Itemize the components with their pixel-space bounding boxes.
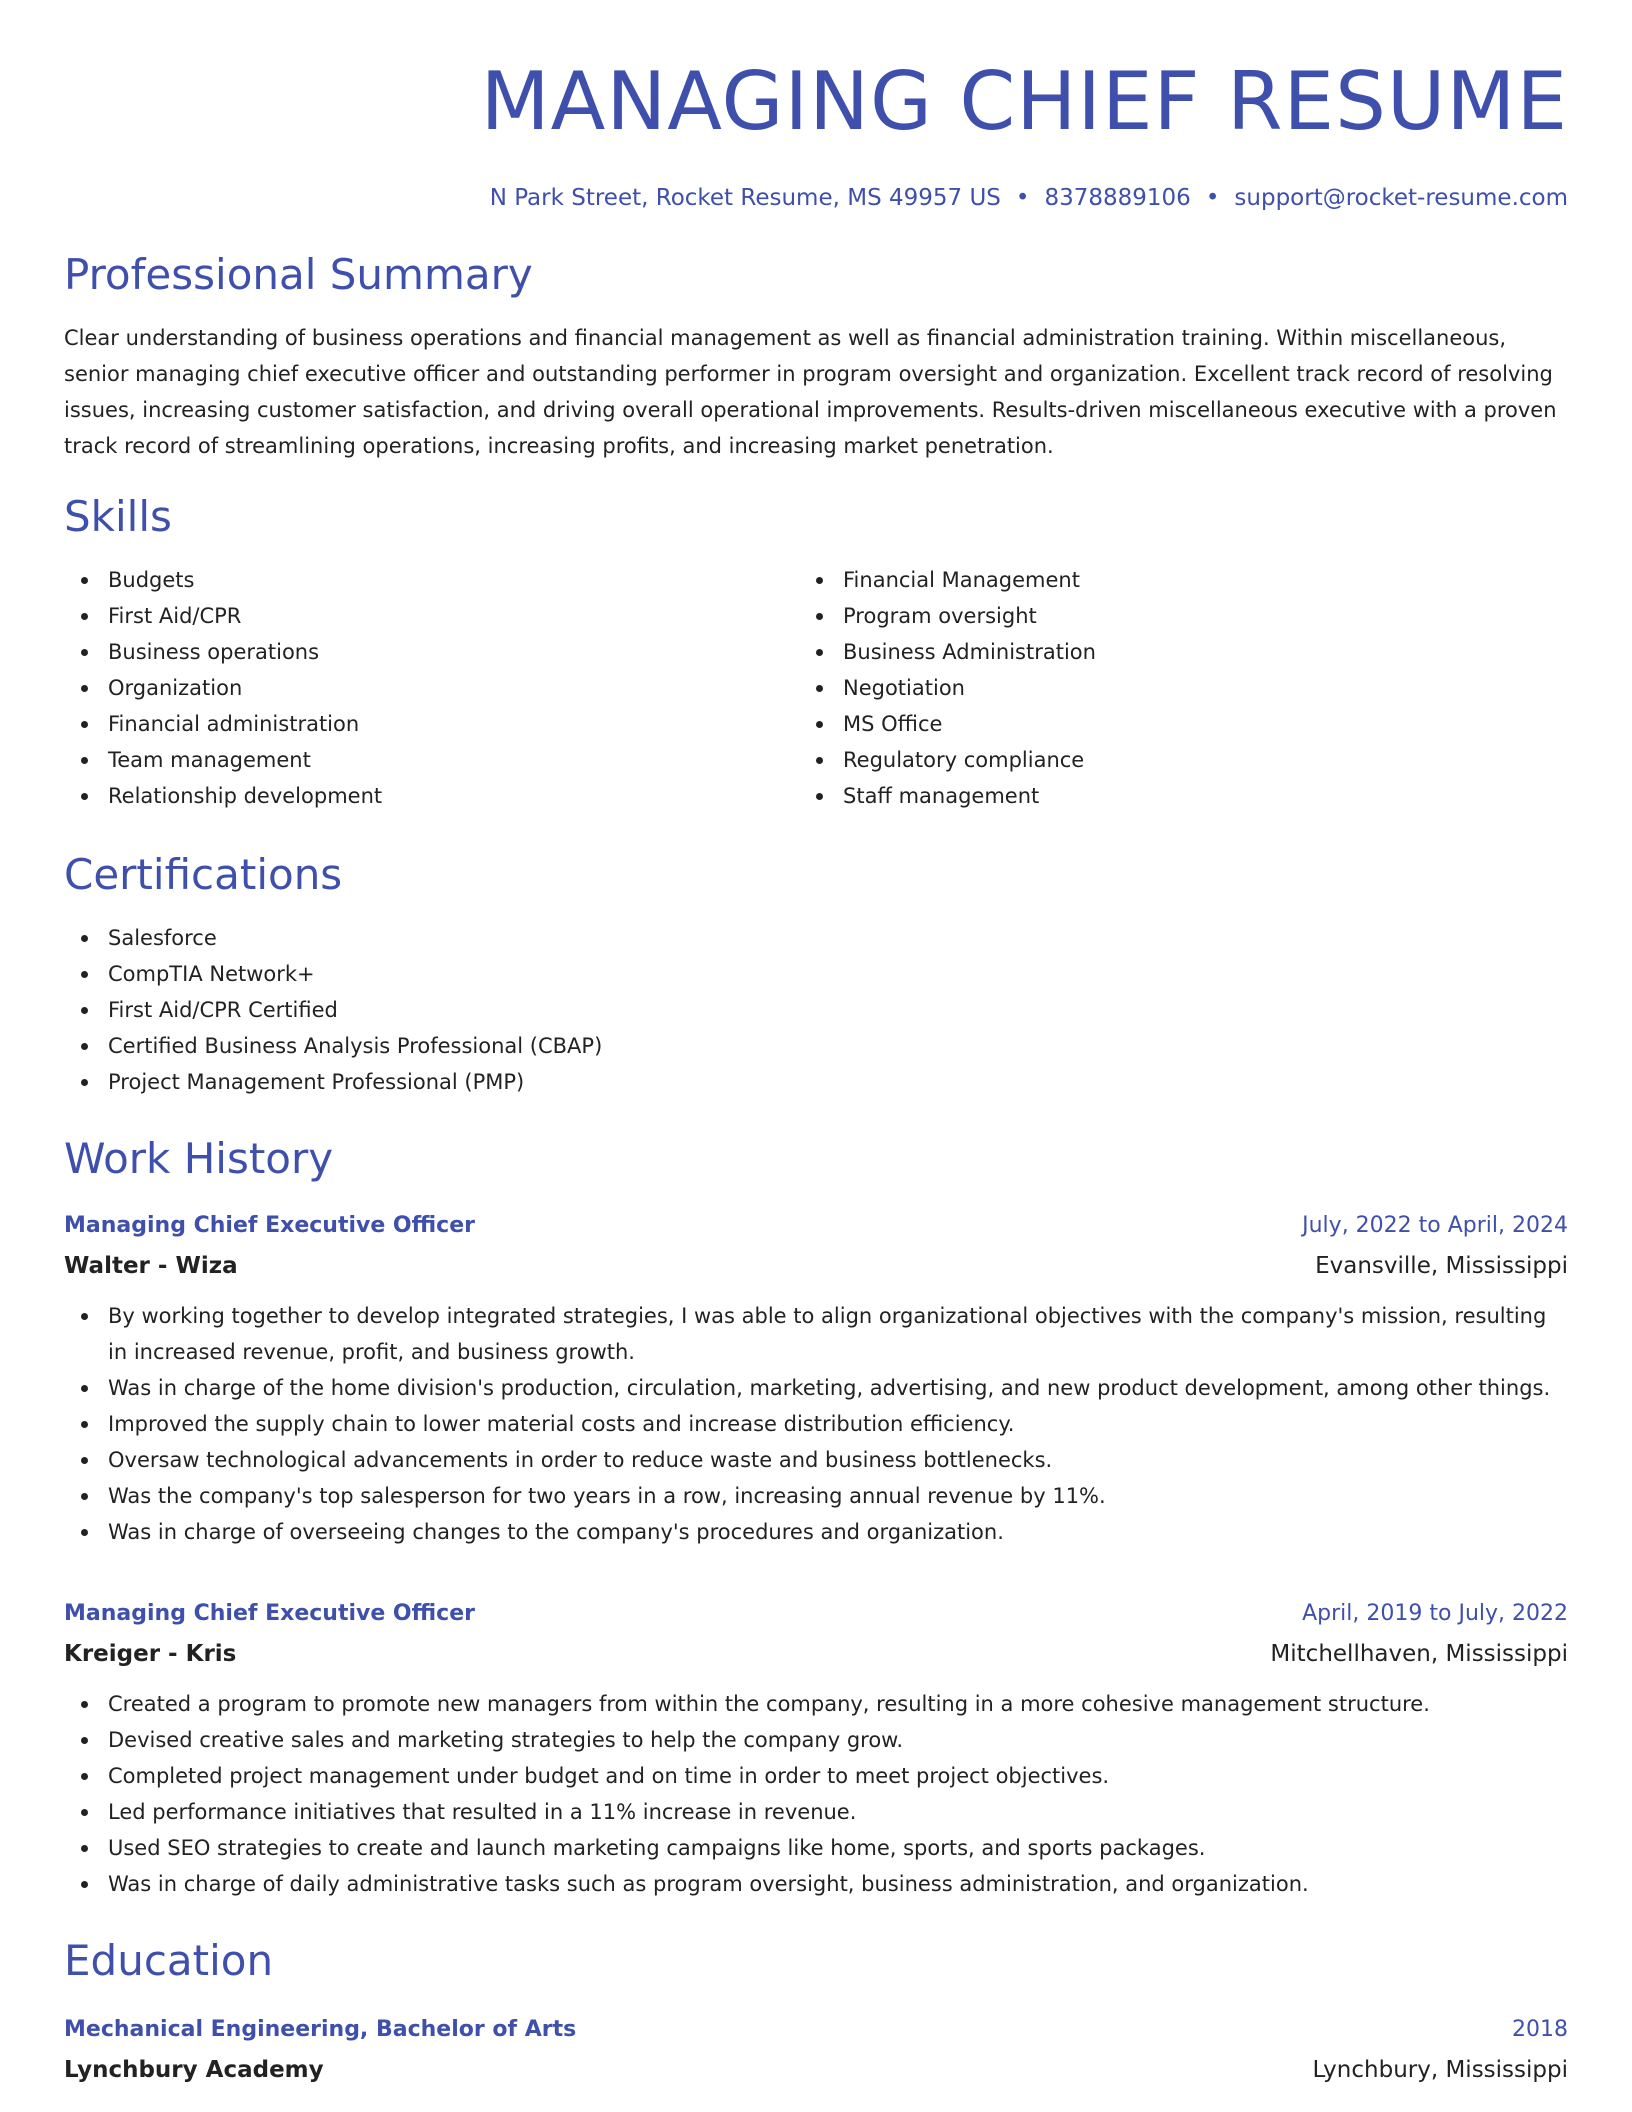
job-bullet: Was in charge of overseeing changes to the company's procedures and organization. — [108, 1514, 1568, 1550]
contact-separator: • — [1205, 185, 1220, 211]
job-bullet: Led performance initiatives that resulted in a 11% increase in revenue. — [108, 1794, 1568, 1830]
skill-item: Regulatory compliance — [843, 742, 1534, 778]
summary-heading: Professional Summary — [64, 250, 533, 299]
contact-email[interactable]: support@rocket-resume.com — [1234, 185, 1568, 211]
skill-item: Team management — [108, 742, 799, 778]
education-entry — [64, 2010, 1568, 2090]
education-degree: Mechanical Engineering, Bachelor of Arts — [64, 2017, 577, 2042]
job-bullets — [64, 1686, 1568, 1902]
resume-header — [64, 0, 1568, 214]
certification-item: CompTIA Network+ — [108, 956, 1568, 992]
skill-item: Staff management — [843, 778, 1534, 814]
certifications-heading: Certifications — [64, 850, 343, 899]
certification-item: Salesforce — [108, 920, 1568, 956]
job-dates: July, 2022 to April, 2024 — [1302, 1213, 1568, 1238]
job-bullet: Was in charge of the home division's production, circulation, marketing, advertising, and new product development, among other things. — [108, 1370, 1568, 1406]
skill-item: Negotiation — [843, 670, 1534, 706]
job-bullet: Created a program to promote new managers from within the company, resulting in a more cohesive management structure. — [108, 1686, 1568, 1722]
skills-column-left — [64, 562, 799, 814]
job-bullet: Oversaw technological advancements in order to reduce waste and business bottlenecks. — [108, 1442, 1568, 1478]
skills-heading: Skills — [64, 492, 172, 541]
job-entry — [64, 1206, 1568, 1550]
skill-item: Program oversight — [843, 598, 1534, 634]
job-company: Walter - Wiza — [64, 1253, 238, 1279]
skill-item: Business Administration — [843, 634, 1534, 670]
certification-item: Certified Business Analysis Professional (CBAP) — [108, 1028, 1568, 1064]
skill-item: Budgets — [108, 562, 799, 598]
education-school: Lynchbury Academy — [64, 2057, 324, 2083]
job-role: Managing Chief Executive Officer — [64, 1213, 475, 1238]
skills-grid — [64, 562, 1568, 814]
skill-item: Organization — [108, 670, 799, 706]
resume-name: MANAGING CHIEF RESUME — [480, 55, 1568, 148]
contact-address: N Park Street, Rocket Resume, MS 49957 US — [489, 185, 1001, 211]
job-entry — [64, 1594, 1568, 1902]
job-bullet: By working together to develop integrated strategies, I was able to align organizational objectives with the company's mission, resulting in increased revenue, profit, and business growth. — [108, 1298, 1568, 1370]
contact-phone: 8378889106 — [1044, 185, 1191, 211]
job-bullet: Used SEO strategies to create and launch marketing campaigns like home, sports, and sports packages. — [108, 1830, 1568, 1866]
job-location: Mitchellhaven, Mississippi — [1270, 1641, 1568, 1667]
skill-item: Financial Management — [843, 562, 1534, 598]
summary-text: Clear understanding of business operations and financial management as well as financial administration training. Within miscellaneous, senior managing chief executive officer and outstanding performer in program oversight and organization. Excellent track record of resolving issues, increasing customer satisfaction, and driving overall operational improvements. Results-driven miscellaneous executive with a proven track record of streamlining operations, increasing profits, and increasing market penetration. — [64, 326, 1557, 458]
skill-item: Relationship development — [108, 778, 799, 814]
skill-item: First Aid/CPR — [108, 598, 799, 634]
certifications-list — [64, 920, 1568, 1100]
education-heading: Education — [64, 1936, 274, 1985]
job-dates: April, 2019 to July, 2022 — [1302, 1601, 1568, 1626]
job-bullet: Was in charge of daily administrative tasks such as program oversight, business administration, and organization. — [108, 1866, 1568, 1902]
job-role: Managing Chief Executive Officer — [64, 1601, 475, 1626]
education-year: 2018 — [1512, 2017, 1568, 2042]
skill-item: Business operations — [108, 634, 799, 670]
job-bullet: Improved the supply chain to lower material costs and increase distribution efficiency. — [108, 1406, 1568, 1442]
job-bullet: Devised creative sales and marketing strategies to help the company grow. — [108, 1722, 1568, 1758]
job-company: Kreiger - Kris — [64, 1641, 237, 1667]
education-location: Lynchbury, Mississippi — [1312, 2057, 1568, 2083]
job-bullet: Completed project management under budget and on time in order to meet project objectives. — [108, 1758, 1568, 1794]
skill-item: MS Office — [843, 706, 1534, 742]
certification-item: First Aid/CPR Certified — [108, 992, 1568, 1028]
work-history-heading: Work History — [64, 1134, 334, 1183]
job-location: Evansville, Mississippi — [1315, 1253, 1568, 1279]
job-bullets — [64, 1298, 1568, 1550]
contact-separator: • — [1015, 185, 1030, 211]
skills-column-right — [799, 562, 1534, 814]
job-bullet: Was the company's top salesperson for two years in a row, increasing annual revenue by 11%. — [108, 1478, 1568, 1514]
certification-item: Project Management Professional (PMP) — [108, 1064, 1568, 1100]
skill-item: Financial administration — [108, 706, 799, 742]
contact-line — [64, 182, 1568, 214]
